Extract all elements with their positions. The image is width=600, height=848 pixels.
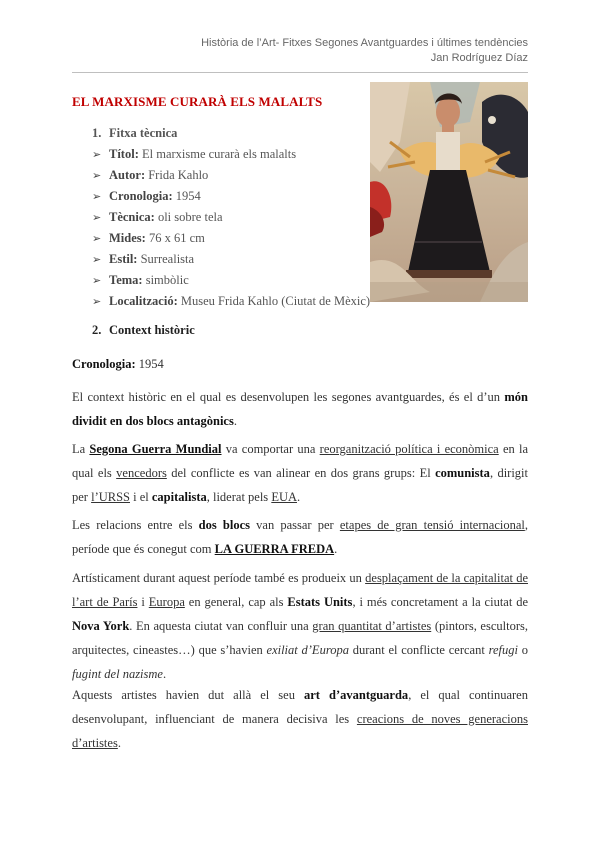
arrow-bullet-icon: ➢ — [92, 232, 102, 245]
arrow-bullet-icon: ➢ — [92, 169, 102, 182]
paragraph: Artísticament durant aquest període també es produeix un desplaçament de la capitalitat de l’art de París i Europa en general, cap als Estats Units, i més concretament a la ciutat de Nova York. En aquesta ciutat van confluir una gran quantitat d’artistes (pintors, escultors, arquitectes, cineastes…) que s’havien exiliat d’Europa durant el conflicte cercant refugi o fugint del nazisme. — [72, 571, 529, 681]
arrow-bullet-icon: ➢ — [92, 211, 102, 224]
list-item: ➢ Localització: Museu Frida Kahlo (Ciutat de Mèxic) — [92, 294, 371, 308]
list-item: ➢ Autor: Frida Kahlo — [92, 168, 209, 182]
arrow-bullet-icon: ➢ — [92, 190, 102, 203]
header-rule — [72, 72, 528, 73]
painting-image — [370, 82, 528, 302]
list-item: ➢ Tema: simbòlic — [92, 273, 189, 287]
list-item: ➢ Mides: 76 x 61 cm — [92, 231, 205, 245]
page-title: EL MARXISME CURARÀ ELS MALALTS — [72, 94, 323, 109]
header-title: Història de l’Art- Fitxes Segones Avantguardes i últimes tendències — [201, 37, 528, 49]
list-item: ➢ Estil: Surrealista — [92, 252, 195, 266]
arrow-bullet-icon: ➢ — [92, 148, 102, 161]
paragraph: Aquests artistes havien dut allà el seu art d’avantguarda, el qual continuaren desenvolupant, influenciant de manera decisiva les creacions de noves generacions d’artistes. — [72, 688, 528, 750]
section-fitxa-tecnica: 1. Fitxa tècnica — [92, 126, 178, 140]
section-context-historic: 2. Context històric — [92, 323, 195, 337]
list-item: ➢ Cronologia: 1954 — [92, 189, 201, 203]
arrow-bullet-icon: ➢ — [92, 295, 102, 308]
cronologia-line: Cronologia: 1954 — [72, 357, 164, 371]
arrow-bullet-icon: ➢ — [92, 253, 102, 266]
list-item: ➢ Tècnica: oli sobre tela — [92, 210, 223, 224]
paragraph: La Segona Guerra Mundial va comportar una reorganització política i econòmica en la qual els vencedors del conflicte es van alinear en dos grans grups: El comunista, dirigit per l’URSS i el capitalista, liderat pels EUA. — [72, 442, 529, 504]
paragraph: Les relacions entre els dos blocs van passar per etapes de gran tensió internacional, període que és conegut com LA GUERRA FREDA. — [72, 518, 528, 556]
paragraph: El context històric en el qual es desenvolupen les segones avantguardes, és el d’un món dividit en dos blocs antagònics. — [72, 390, 528, 428]
list-item: ➢ Títol: El marxisme curarà els malalts — [92, 147, 297, 161]
header-author: Jan Rodríguez Díaz — [430, 52, 528, 64]
arrow-bullet-icon: ➢ — [92, 274, 102, 287]
